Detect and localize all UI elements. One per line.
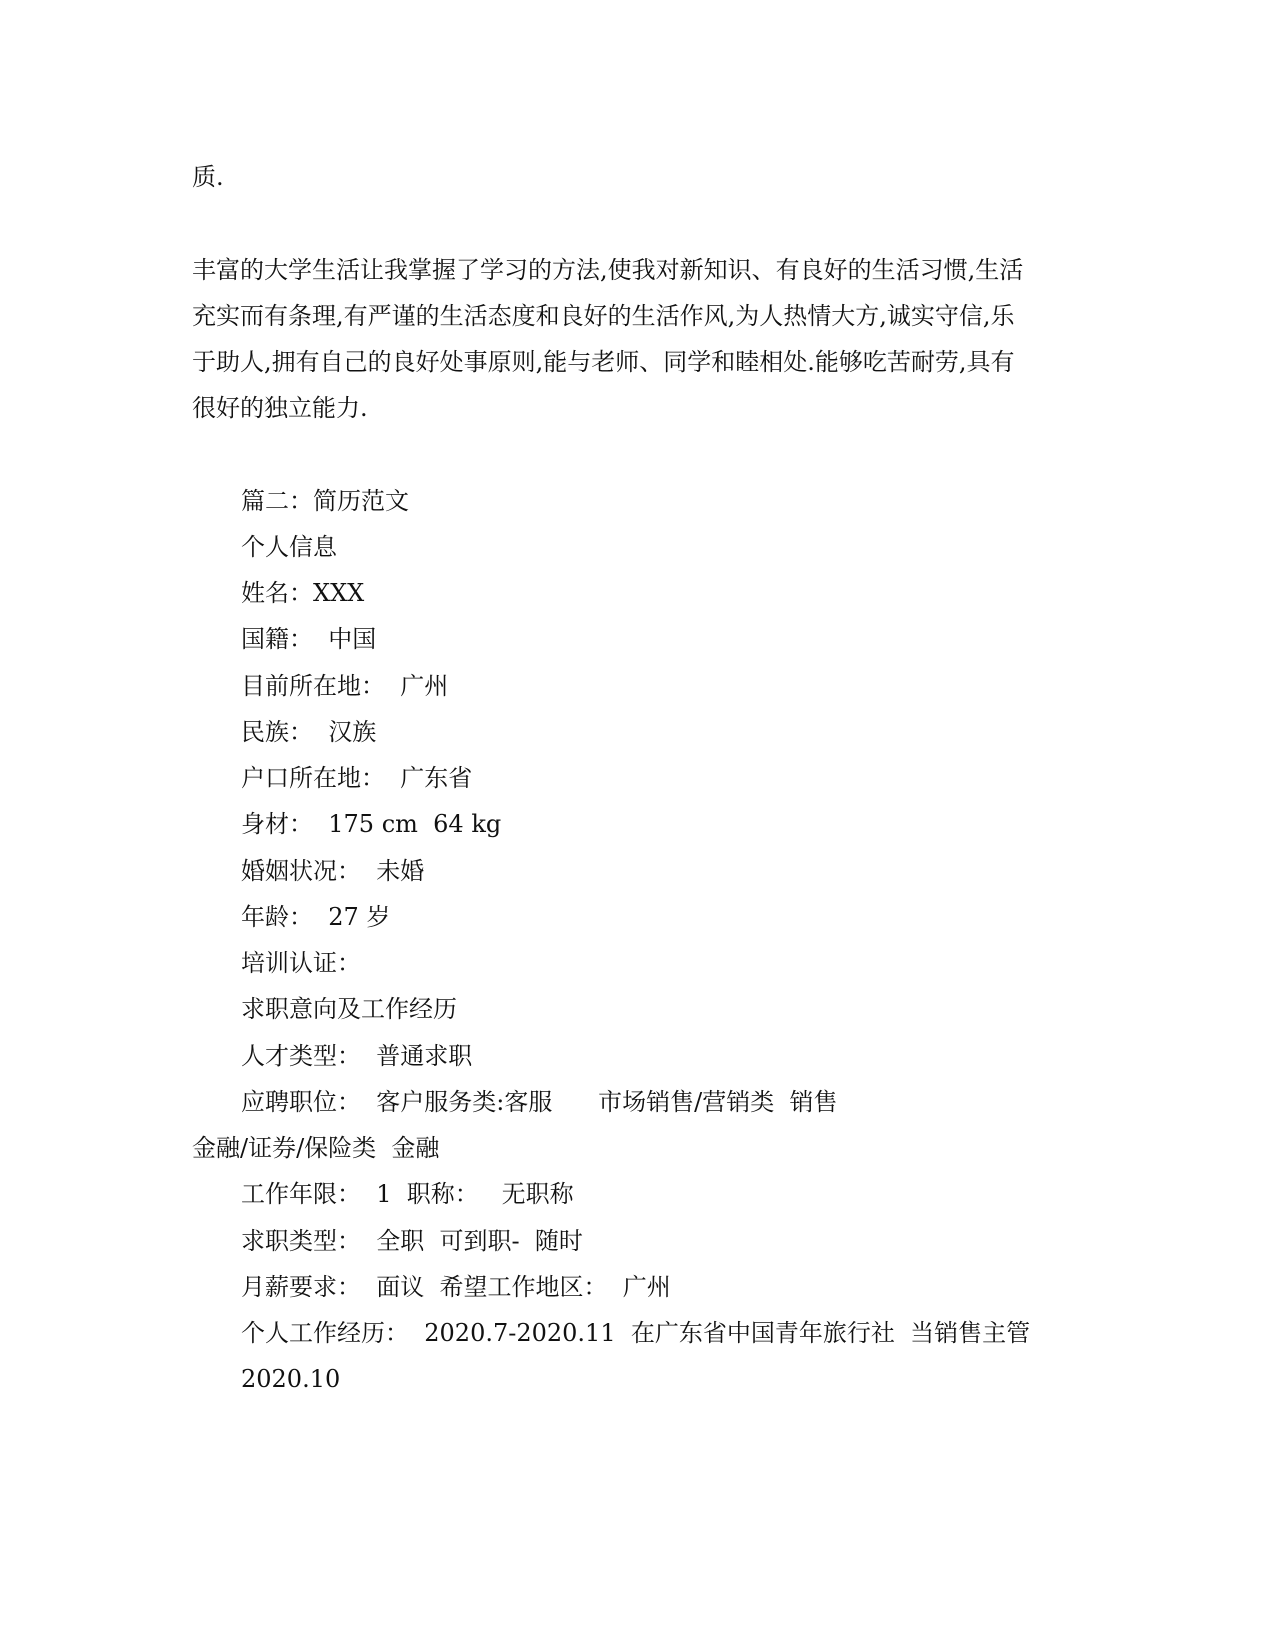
field-body: 身材： 175 cm 64 kg bbox=[241, 810, 502, 838]
field-position: 应聘职位： 客户服务类:客服 市场销售/营销类 销售 bbox=[241, 1088, 838, 1116]
field-location: 目前所在地： 广州 bbox=[241, 672, 449, 700]
resume-heading: 篇二：简历范文 bbox=[241, 487, 409, 515]
intro-paragraph-line: 很好的独立能力. bbox=[192, 394, 368, 422]
field-hukou: 户口所在地： 广东省 bbox=[241, 764, 473, 792]
field-salary: 月薪要求： 面议 希望工作地区： 广州 bbox=[241, 1273, 671, 1301]
field-marital: 婚姻状况： 未婚 bbox=[241, 857, 425, 885]
field-talent-type: 人才类型： 普通求职 bbox=[241, 1042, 473, 1070]
intro-paragraph-line: 充实而有条理,有严谨的生活态度和良好的生活作风,为人热情大方,诚实守信,乐 bbox=[192, 302, 1015, 330]
field-years: 工作年限： 1 职称： 无职称 bbox=[241, 1180, 574, 1208]
section-personal-info: 个人信息 bbox=[241, 533, 337, 561]
intro-paragraph-line: 于助人,拥有自己的良好处事原则,能与老师、同学和睦相处.能够吃苦耐劳,具有 bbox=[192, 348, 1015, 376]
field-job-type: 求职类型： 全职 可到职- 随时 bbox=[241, 1227, 583, 1255]
intro-paragraph-line: 丰富的大学生活让我掌握了学习的方法,使我对新知识、有良好的生活习惯,生活 bbox=[192, 256, 1024, 284]
field-name: 姓名：XXX bbox=[241, 579, 365, 607]
field-training: 培训认证： bbox=[241, 949, 361, 977]
field-age: 年龄： 27 岁 bbox=[241, 903, 391, 931]
intro-fragment: 质. bbox=[192, 163, 224, 191]
field-experience: 个人工作经历： 2020.7-2020.11 在广东省中国青年旅行社 当销售主管 bbox=[241, 1319, 1031, 1347]
field-nationality: 国籍： 中国 bbox=[241, 625, 377, 653]
field-position-continued: 金融/证券/保险类 金融 bbox=[192, 1134, 440, 1162]
field-ethnicity: 民族： 汉族 bbox=[241, 718, 377, 746]
field-experience-continued: 2020.10 bbox=[241, 1365, 341, 1393]
section-job-intent: 求职意向及工作经历 bbox=[241, 995, 457, 1023]
